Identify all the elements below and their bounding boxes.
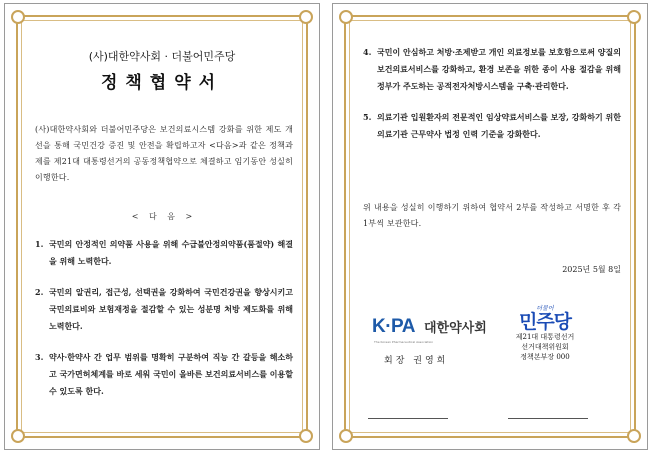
item-text: 국민이 안심하고 처방·조제받고 개인 의료정보를 보호함으로써 양질의 보건의료서비스를 강화하고, 환경 보존을 위한 종이 사용 절감을 위해 정부가 주도하는 공적전자처방시스템을 구축·관리한다. (377, 47, 621, 91)
list-item (35, 349, 293, 400)
signature-area (332, 3, 648, 450)
item-number: 1. (35, 239, 44, 249)
policy-list (35, 236, 293, 400)
dp-logo (510, 303, 580, 362)
item-text: 약사·한약사 간 업무 범위를 명확히 구분하여 직능 간 갈등을 해소하고 국가면허체계를 바로 세워 국민이 올바른 보건의료서비스를 이용할 수 있도록 한다. (49, 352, 293, 396)
item-text: 의료기관 입원환자의 전문적인 임상약료서비스를 보장, 강화하기 위한 의료기관 근무약사 법정 인력 기준을 강화한다. (377, 112, 621, 139)
kpa-signer: 회장 권영희 (384, 356, 449, 366)
border-ornament (11, 10, 25, 24)
border-ornament (299, 429, 313, 443)
kpa-logo (372, 314, 490, 354)
signature-line-kpa (368, 418, 448, 419)
item-number: 3. (35, 352, 44, 362)
signature-line-dp (508, 418, 588, 419)
dp-signer-line: 정책본부장 000 (520, 353, 570, 361)
item-number: 5. (363, 112, 372, 122)
dp-signer-line: 제21대 대통령선거 (515, 333, 575, 341)
closing-paragraph: 위 내용을 성실히 이행하기 위하여 협약서 2부를 작성하고 서명한 후 각 1부씩 보관한다. (363, 203, 621, 228)
document-page-left (4, 3, 320, 450)
list-item (35, 236, 293, 270)
following-heading: < 다 음 > (131, 212, 197, 221)
agreement-date: 2025년 5월 8일 (562, 265, 621, 274)
kpa-logo-subtitle: The Korean Pharmaceutical Association (374, 340, 434, 344)
item-text: 국민의 알권리, 접근성, 선택권을 강화하여 국민건강권을 향상시키고 국민의료비와 보험재정을 절감할 수 있는 성분명 처방 제도화를 위해 노력한다. (49, 287, 293, 331)
item-number: 4. (363, 47, 372, 57)
dp-logo-small: 더불어 (536, 305, 554, 312)
kpa-logo-mark: K·PA (372, 316, 416, 337)
border-ornament (299, 10, 313, 24)
dp-signer-line: 선거대책위원회 (521, 343, 569, 351)
organization-title: (사)대한약사회 · 더불어민주당 (88, 50, 236, 63)
intro-paragraph: (사)대한약사회와 더불어민주당은 보건의료시스템 강화를 위한 제도 개선을 통해 국민건강 증진 및 안전을 확립하고자 <다음>과 같은 정책과제를 제21대 대통령선거의 공동정책협약으로 체결하고 임기동안 성실히 이행한다. (35, 125, 293, 182)
border-ornament (11, 429, 25, 443)
kpa-logo-name: 대한약사회 (424, 321, 487, 336)
list-item (35, 284, 293, 335)
document-title: 정책협약서 (100, 73, 224, 93)
item-text: 국민의 안정적인 의약품 사용을 위해 수급불안정의약품(품절약) 해결을 위해 노력한다. (49, 239, 293, 266)
item-number: 2. (35, 287, 44, 297)
dp-logo-big: 민주당 (518, 311, 572, 333)
